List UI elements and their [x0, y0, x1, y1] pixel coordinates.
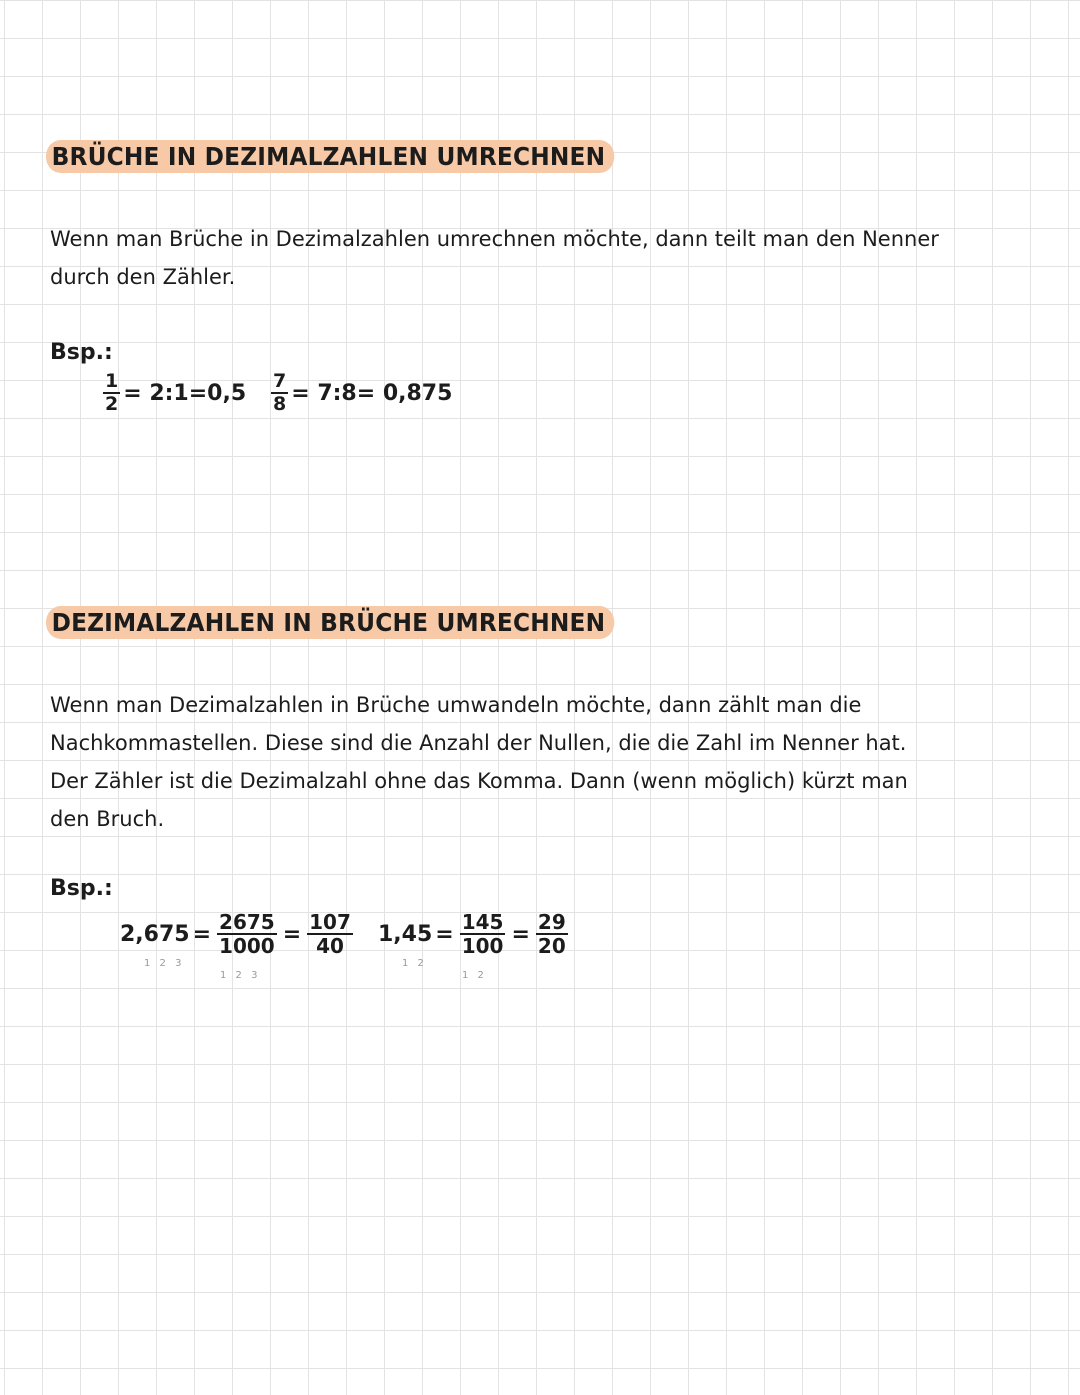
section2-paragraph: [50, 686, 908, 838]
denominator: 40: [316, 934, 344, 958]
denominator: 20: [537, 934, 566, 958]
paragraph-line: Wenn man Brüche in Dezimalzahlen umrechnen möchte, dann teilt man den Nenner: [50, 227, 939, 251]
denominator: 100: [461, 934, 504, 958]
example-fraction-half: [100, 372, 246, 414]
numerator: 1: [105, 370, 119, 392]
numerator: 107: [309, 910, 351, 934]
section2-heading: DEZIMALZAHLEN IN BRÜCHE UMRECHNEN: [46, 606, 615, 639]
denominator: 8: [273, 393, 287, 415]
fraction: [536, 912, 568, 956]
example-decimal-145: [378, 912, 571, 956]
equals-sign: =: [435, 921, 454, 947]
section1-paragraph: [50, 220, 939, 296]
digit-count-mark: 1 2: [402, 958, 427, 969]
digit-count-mark: 1 2 3: [220, 970, 261, 981]
paragraph-line: Der Zähler ist die Dezimalzahl ohne das Komma. Dann (wenn möglich) kürzt man: [50, 769, 908, 793]
numerator: 145: [461, 910, 504, 934]
decimal-value: 2,675: [120, 921, 190, 947]
digit-count-mark: 1 2: [462, 970, 487, 981]
section1-heading: BRÜCHE IN DEZIMALZAHLEN UMRECHNEN: [46, 140, 615, 173]
equals-sign: =: [282, 921, 302, 947]
paragraph-line: Nachkommastellen. Diese sind die Anzahl der Nullen, die die Zahl im Nenner hat.: [50, 731, 907, 755]
equals-sign: =: [192, 921, 212, 947]
fraction: [217, 912, 277, 956]
numerator: 2675: [219, 910, 275, 934]
decimal-value: 1,45: [378, 921, 433, 947]
denominator: 2: [105, 393, 119, 415]
fraction: [271, 372, 288, 414]
example-label: Bsp.:: [50, 876, 113, 901]
numerator: 7: [273, 370, 287, 392]
paragraph-line: durch den Zähler.: [50, 265, 236, 289]
paragraph-line: den Bruch.: [50, 807, 165, 831]
example-label: Bsp.:: [50, 340, 113, 365]
denominator: 1000: [219, 934, 275, 958]
paragraph-line: Wenn man Dezimalzahlen in Brüche umwandeln möchte, dann zählt man die: [50, 693, 862, 717]
digit-count-mark: 1 2 3: [144, 958, 185, 969]
fraction: [307, 912, 353, 956]
example-fraction-seven-eighths: [268, 372, 452, 414]
fraction: [103, 372, 120, 414]
numerator: 29: [537, 910, 566, 934]
fraction: [460, 912, 506, 956]
calculation: = 7:8= 0,875: [291, 380, 453, 406]
example-decimal-2675: [120, 912, 356, 956]
equals-sign: =: [511, 921, 530, 947]
calculation: = 2:1=0,5: [123, 380, 247, 406]
